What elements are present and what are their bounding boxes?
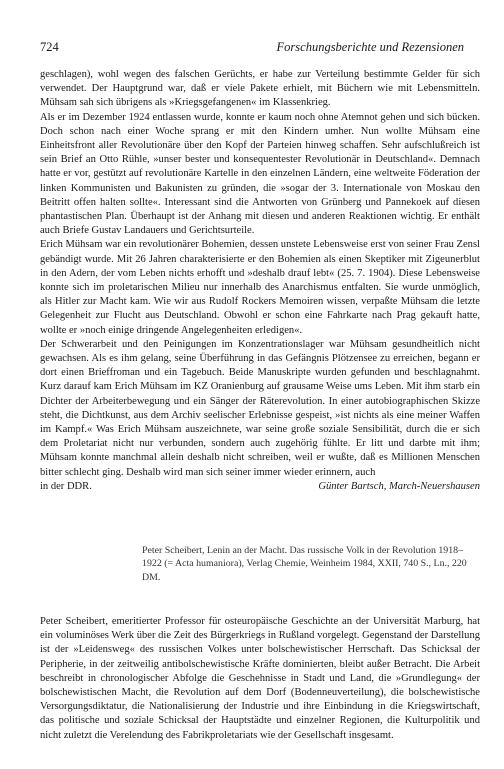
article-author: Günter Bartsch, March-Neuershausen bbox=[318, 480, 480, 492]
review-body bbox=[40, 615, 480, 743]
article-signature-line bbox=[40, 480, 480, 494]
article-body bbox=[40, 68, 480, 494]
article-paragraph: geschlagen), wohl wegen des falschen Gerüchts, er habe zur Verteilung bestimmte Gelder für sich verwendet. Der Hauptgrund war, daß er viele Pakete erhielt, mit Büchern wie mit Lebensmitteln. Mühsam sah sich übrigens als »Kriegsgefangenen« im Klassenkrieg. bbox=[40, 69, 480, 109]
review-reference-text: Peter Scheibert, Lenin an der Macht. Das russische Volk in der Revolution 1918–1922 (= Acta humaniora), Verlag Chemie, Weinheim 1984, XXII, 740 S., Ln., 220 DM. bbox=[142, 545, 467, 583]
review-paragraph: Peter Scheibert, emeritierter Professor für osteuropäische Geschichte an der Universität Marburg, hat ein voluminöses Werk über die Zeit des Bürgerkriegs in Rußland vorgelegt. Gegenstand der Darstellung ist der »Leidensweg« des russischen Volkes unter bolschewistischer Herrschaft. Das Schicksal der Peripherie, in der zeitweilig antibolschewistische Kräfte dominierten, bleibt außer Betracht. Die Arbeit beschreibt in chronologischer Abfolge die Geschehnisse in Stadt und Land, die »Grundlegung« der bolschewistischen Macht, die Revolution auf dem Dorf (Bodenneuverteilung), die bolschewistische Versorgungsdiktatur, die Nationalisierung der Industrie und ihre Einbindung in die Kriegswirtschaft, das politische und soziale Schicksal der Hauptstädte und einzelner Regionen, die Kulturpolitik und nicht zuletzt die Verelendung des Fabrikproletariats wie der Gesellschaft insgesamt. bbox=[40, 616, 480, 741]
page-number: 724 bbox=[40, 40, 59, 54]
article-paragraph: Der Schwerarbeit und den Peinigungen im Konzentrationslager war Mühsam gesundheitlich nicht gewachsen. Als es ihm gelang, seine Überführung in das Gefängnis Plötzensee zu erreichen, begann er dort einen Brieffroman und ein Tagebuch. Beide Manuskripte wurden gefunden und beschlagnahmt. Kurz darauf kam Erich Mühsam im KZ Oranienburg auf grausame Weise ums Leben. Mit ihm starb ein Dichter der Arbeiterbewegung und ein Sänger der Räterevolution. In einer autobiographischen Skizze steht, die Dichtkunst, aus dem Archiv seelischer Erlebnisse gespeist, »ist nichts als eine meiner Waffen im Kampf.« Was Erich Mühsam auszeichnete, war seine große soziale Sensibilität, durch die er sich dem Proletariat nicht nur verbunden, sondern auch zugehörig fühlte. Er litt und darbte mit ihm; Mühsam konnte manchmal allein deshalb nicht schreiben, weil er wußte, daß es Millionen Menschen bitter schlecht ging. Deshalb wird man sich seiner immer wieder erinnern, auch bbox=[40, 338, 480, 478]
page-header bbox=[40, 40, 464, 55]
article-last-line: in der DDR. bbox=[40, 480, 92, 492]
running-title: Forschungsberichte und Rezensionen bbox=[276, 40, 464, 54]
review-reference bbox=[142, 544, 472, 584]
article-paragraph: Als er im Dezember 1924 entlassen wurde, konnte er kaum noch ohne Atemnot gehen und sich bücken. Doch schon nach einer Woche sprang er mit den Kindern umher. Nun wollte Mühsam eine Einheitsfront aller Revolutionäre über den Kopf der Parteien hinweg schaffen. Sehr aufschlußreich ist sein Brief an Otto Rühle, »unser bester und konsequentester Revolutionär in Deutschland«. Demnach hatte er vor, gestützt auf revolutionäre Kartelle in den einzelnen Ländern, eine weltweite Föderation der linken Kommunisten und Bakunisten zu gründen, die »sogar der 3. Internationale von Moskau den Beitritt offen halten sollte«. Interessant sind die Antworten von Grünberg und Pannekoek auf diesen phantastischen Plan. Überhaupt ist der Anhang mit diesen und anderen Reaktionen wichtig. Er enthält auch Briefe Gustav Landauers und Gerichtsurteile. bbox=[40, 111, 480, 237]
article-paragraph: Erich Mühsam war ein revolutionärer Bohemien, dessen unstete Lebensweise erst von seiner Frau Zensl gebändigt wurde. Mit 26 Jahren charakterisierte er den Bohemien als einen Skeptiker mit Zigeunerblut in den Adern, der vom Leben nichts erhofft und »deshalb drauf lebt« (25. 7. 1904). Diese Lebensweise konnte sich im proletarischen Milieu nur innerhalb des Anarchismus entfalten. Sie wurde unmöglich, als Hitler zur Macht kam. Wie wir aus Rudolf Rockers Memoiren wissen, verpaßte Mühsam die letzte Gelegenheit zur Flucht aus Deutschland. Obwohl er schon eine Fahrkarte nach Prag gekauft hatte, wollte er »noch einige dringende Angelegenheiten erledigen«. bbox=[40, 239, 480, 336]
